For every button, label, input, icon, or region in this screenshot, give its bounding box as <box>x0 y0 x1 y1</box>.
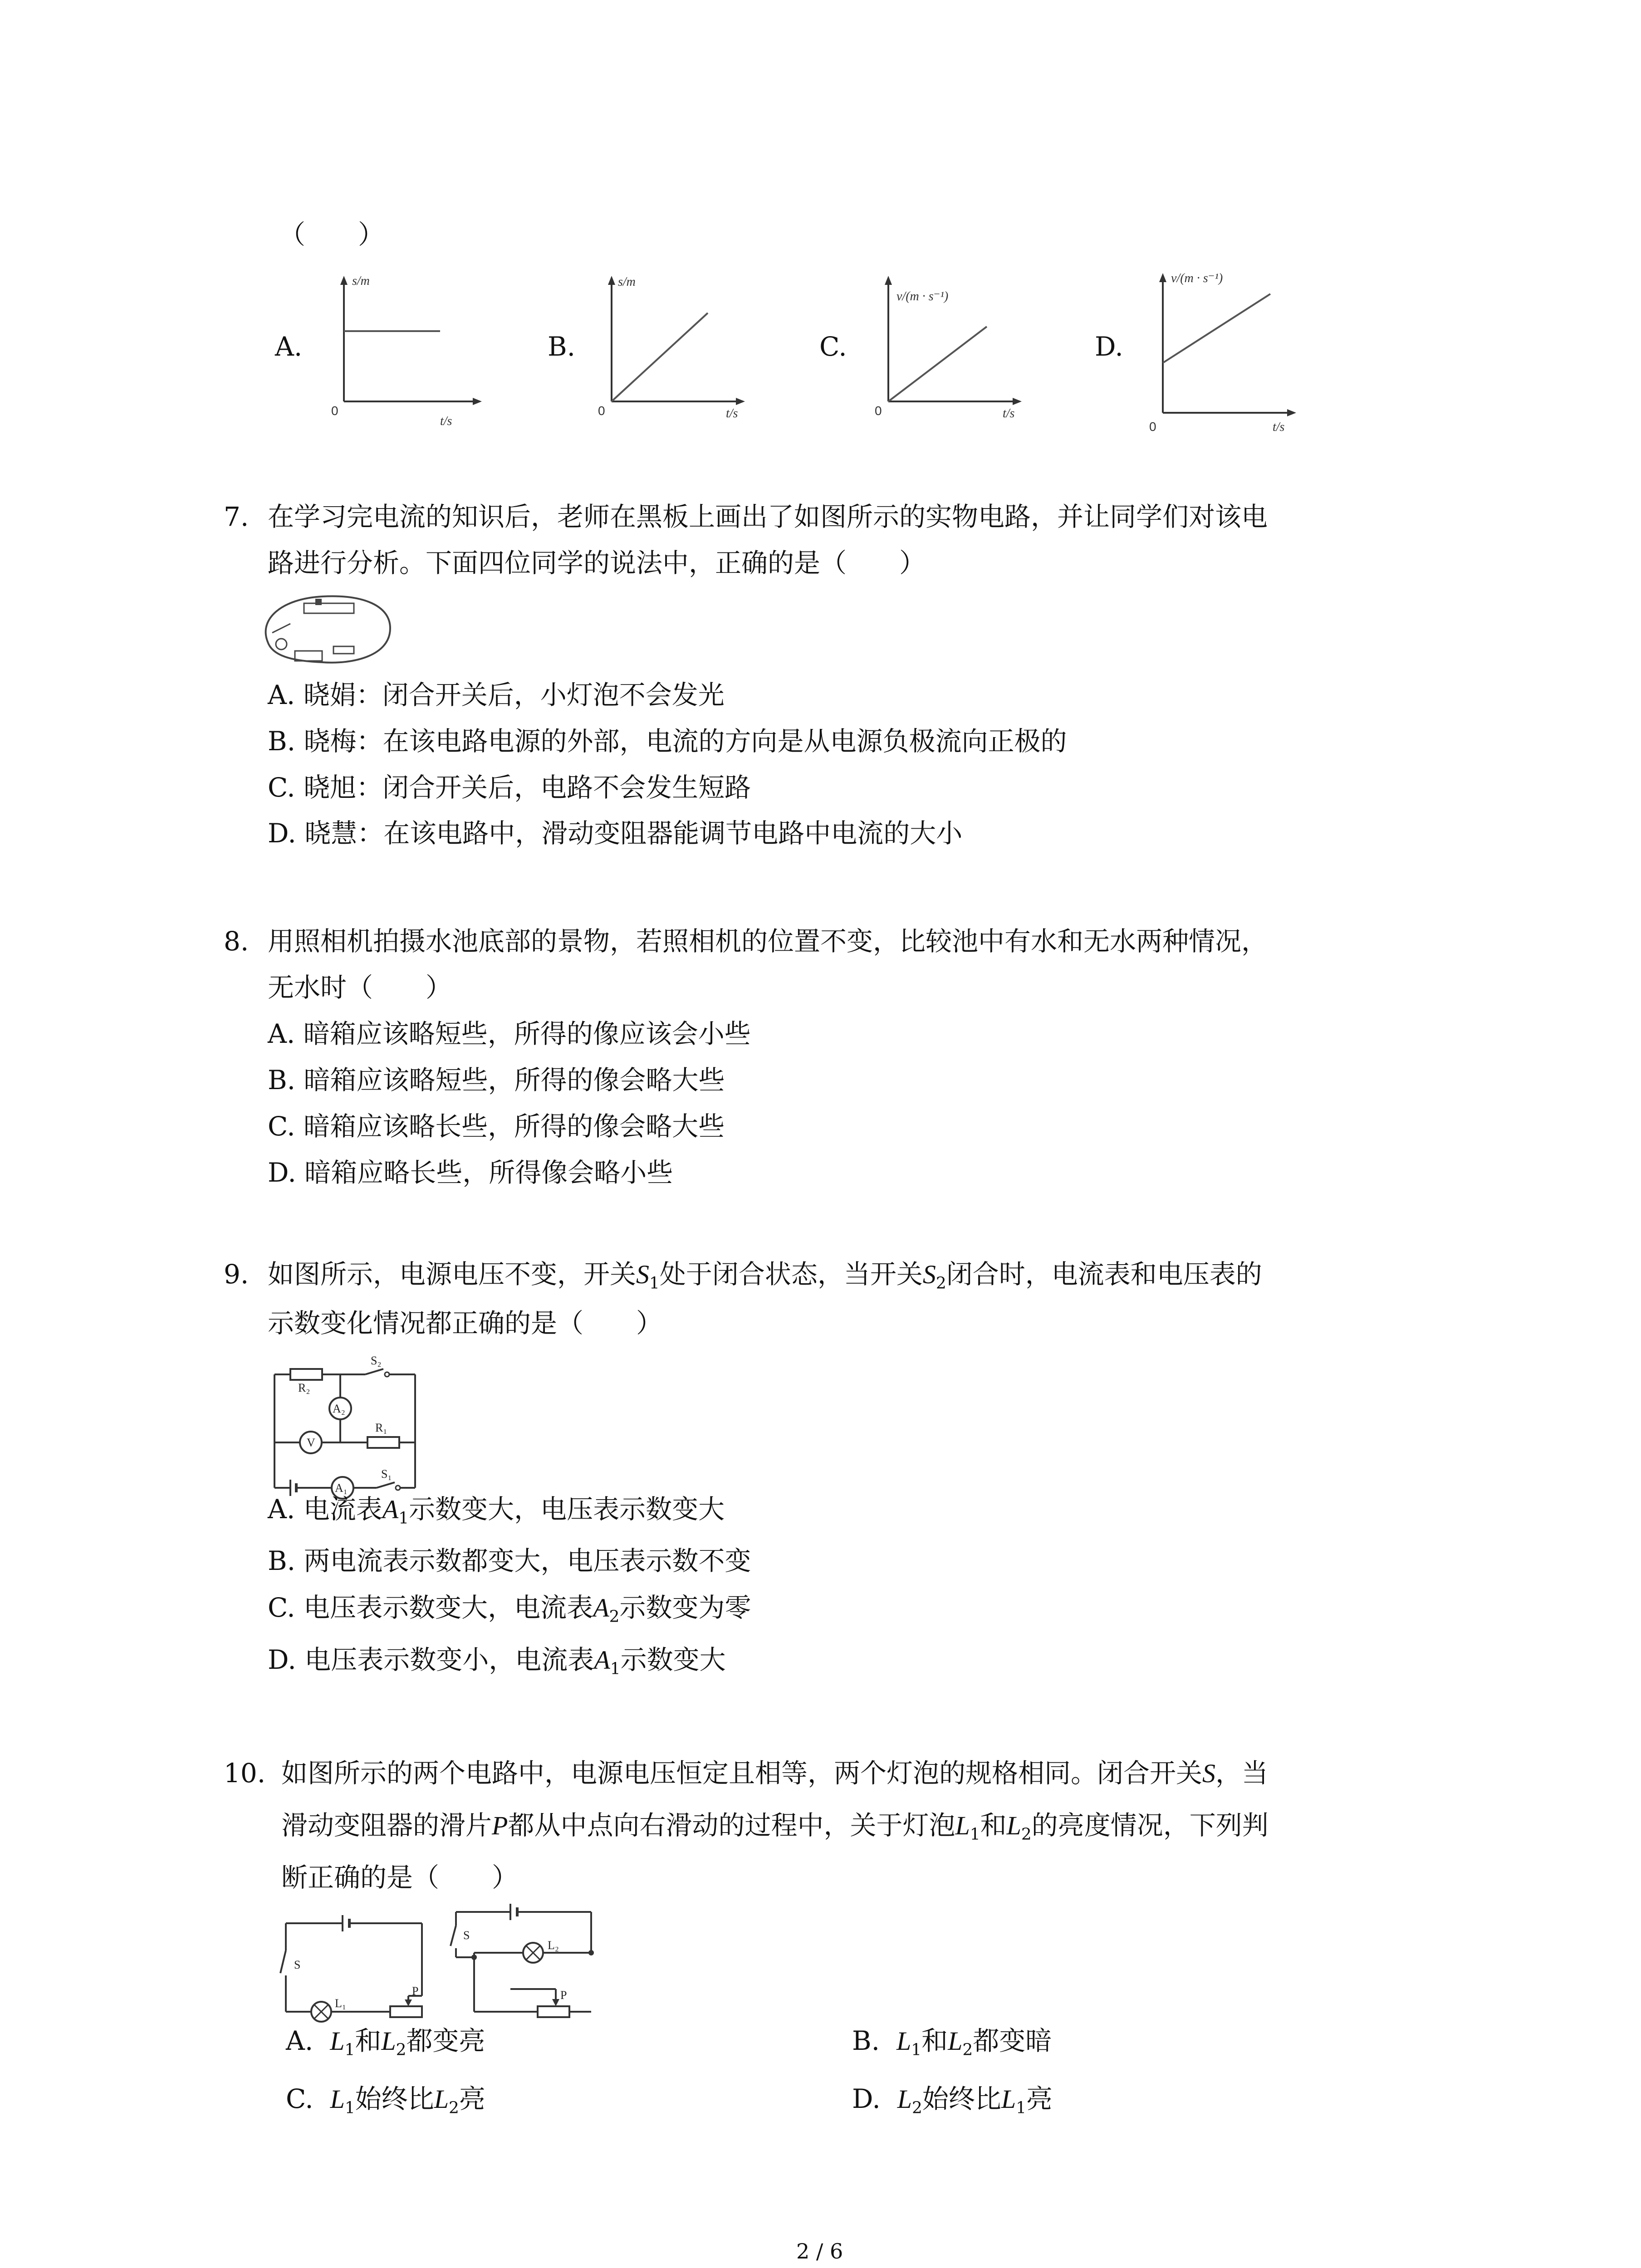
q8-option-b: B. 暗箱应该略短些，所得的像会略大些 <box>268 1065 725 1095</box>
p-label: P <box>560 1989 567 2002</box>
q8-option-a: A. 暗箱应该略短些，所得的像应该会小些 <box>268 1018 751 1049</box>
q10-number: 10. <box>224 1758 266 1789</box>
x-axis-label: t/s <box>440 414 452 428</box>
origin-label: 0 <box>1149 420 1156 434</box>
q7-physical-circuit-figure <box>254 587 399 678</box>
rheostat-slider-icon <box>315 599 322 605</box>
switch-icon <box>333 646 354 654</box>
q8-option-c: C. 暗箱应该略长些，所得的像会略大些 <box>268 1111 725 1142</box>
wire-loop <box>266 596 390 662</box>
q10-option-c: C. $L_1$始终比$L_2$亮 <box>286 2083 485 2117</box>
q7-option-c: C. 晓旭：闭合开关后，电路不会发生短路 <box>268 772 751 803</box>
x-axis-arrow <box>473 398 482 405</box>
q8-stem-line2: 无水时（ ） <box>268 972 452 1003</box>
rheostat <box>538 2006 569 2017</box>
origin-label: 0 <box>875 404 882 418</box>
s2-label: S₂ <box>371 1354 382 1367</box>
l2-label: L₂ <box>548 1939 559 1952</box>
y-axis-label: s/m <box>352 274 370 288</box>
s-label: S <box>463 1929 470 1942</box>
q9-number: 9. <box>224 1259 249 1290</box>
y-axis-label: v/(m · s⁻¹) <box>1171 271 1223 285</box>
switch-s <box>280 1950 286 1973</box>
q7-stem-line1: 在学习完电流的知识后，老师在黑板上画出了如图所示的实物电路，并让同学们对该电 <box>268 501 1268 532</box>
q9-stem-line1: 如图所示，电源电压不变，开关$S_1$处于闭合状态，当开关$S_2$闭合时，电流表和电压表的 <box>268 1259 1262 1293</box>
q10-stem-line1: 如图所示的两个电路中，电源电压恒定且相等，两个灯泡的规格相同。闭合开关S，当 <box>281 1758 1269 1789</box>
y-axis-arrow <box>1159 273 1166 282</box>
q10-circuit-2 <box>447 1898 610 2034</box>
rheostat-icon <box>304 603 354 613</box>
y-axis-label: v/(m · s⁻¹) <box>896 289 949 303</box>
s-label: S <box>294 1958 301 1971</box>
s2-switch <box>365 1369 383 1374</box>
y-axis-arrow <box>608 276 615 285</box>
y-axis-arrow <box>885 276 892 285</box>
q7-stem-line2: 路进行分析。下面四位同学的说法中，正确的是（ ） <box>268 547 926 578</box>
x-axis-label: t/s <box>1003 406 1015 420</box>
q8-stem-line1: 用照相机拍摄水池底部的景物，若照相机的位置不变，比较池中有水和无水两种情况， <box>268 926 1268 957</box>
s1-switch <box>377 1482 395 1488</box>
q10-circuit-1 <box>281 1905 445 2032</box>
q7-option-b: B. 晓梅：在该电路电源的外部，电流的方向是从电源负极流向正极的 <box>268 726 1067 757</box>
q10-option-b: B. $L_1$和$L_2$都变暗 <box>852 2025 1052 2059</box>
a1-label: A₁ <box>335 1481 348 1495</box>
r2-label: R₂ <box>298 1381 310 1394</box>
q10-stem-line2: 滑动变阻器的滑片P都从中点向右滑动的过程中，关于灯泡$L_1$和$L_2$的亮度情况，下列判 <box>281 1810 1269 1844</box>
q9-option-c: C. 电压表示数变大，电流表$A_2$示数变为零 <box>268 1592 751 1626</box>
y-axis-label: s/m <box>618 275 636 289</box>
p-label: P <box>412 1984 419 1998</box>
wire-segment <box>272 624 290 633</box>
q6-graph-b <box>585 263 758 435</box>
s1-label: S₁ <box>381 1467 392 1481</box>
x-axis-arrow <box>1287 409 1296 416</box>
origin-label: 0 <box>598 404 605 418</box>
q10-stem-line3: 断正确的是（ ） <box>281 1862 519 1893</box>
q10-option-d: D. $L_2$始终比$L_1$亮 <box>852 2083 1053 2117</box>
q6-option-b-label: B. <box>548 331 576 362</box>
x-axis-label: t/s <box>726 406 738 420</box>
q8-number: 8. <box>224 926 249 957</box>
q6-graph-d <box>1136 263 1318 445</box>
rheostat <box>390 2006 422 2017</box>
q9-option-d: D. 电压表示数变小，电流表$A_1$示数变大 <box>268 1644 726 1678</box>
q7-option-d: D. 晓慧：在该电路中，滑动变阻器能调节电路中电流的大小 <box>268 818 963 849</box>
q10-option-a: A. $L_1$和$L_2$都变亮 <box>286 2025 485 2059</box>
q9-stem-line2: 示数变化情况都正确的是（ ） <box>268 1308 663 1339</box>
q9-circuit-diagram <box>270 1352 433 1506</box>
v-label: V <box>307 1436 315 1449</box>
slider-arrow <box>405 1999 412 2006</box>
q6-answer-paren: （ ） <box>279 219 385 250</box>
l1-label: L₁ <box>335 1997 346 2010</box>
x-axis-arrow <box>736 398 745 405</box>
y-axis-arrow <box>340 276 348 285</box>
r2-resistor <box>290 1369 322 1380</box>
r1-label: R₁ <box>375 1421 387 1434</box>
a2-label: A₂ <box>333 1402 345 1415</box>
q7-option-a: A. 晓娟：闭合开关后，小灯泡不会发光 <box>268 679 725 710</box>
q6-option-a-label: A. <box>275 331 303 362</box>
origin-label: 0 <box>331 404 338 418</box>
q9-option-b: B. 两电流表示数都变大，电压表示数不变 <box>268 1545 751 1576</box>
q6-graph-a <box>318 263 490 435</box>
x-axis-arrow <box>1013 398 1022 405</box>
r1-resistor <box>367 1437 399 1448</box>
bulb-icon <box>276 639 287 650</box>
q8-option-d: D. 暗箱应略长些，所得像会略小些 <box>268 1157 673 1188</box>
page-number: 2 / 6 <box>796 2239 843 2263</box>
switch-s <box>451 1926 456 1946</box>
q6-graph-c <box>862 263 1043 435</box>
graph-line <box>888 327 987 401</box>
graph-line <box>1163 294 1270 363</box>
q9-option-a: A. 电流表$A_1$示数变大，电压表示数变大 <box>268 1494 725 1528</box>
slider-arrow <box>552 1999 559 2006</box>
graph-line <box>612 313 708 401</box>
q7-number: 7. <box>224 501 249 532</box>
q6-option-c-label: C. <box>819 331 847 362</box>
q6-option-d-label: D. <box>1095 331 1123 362</box>
x-axis-label: t/s <box>1273 420 1285 434</box>
